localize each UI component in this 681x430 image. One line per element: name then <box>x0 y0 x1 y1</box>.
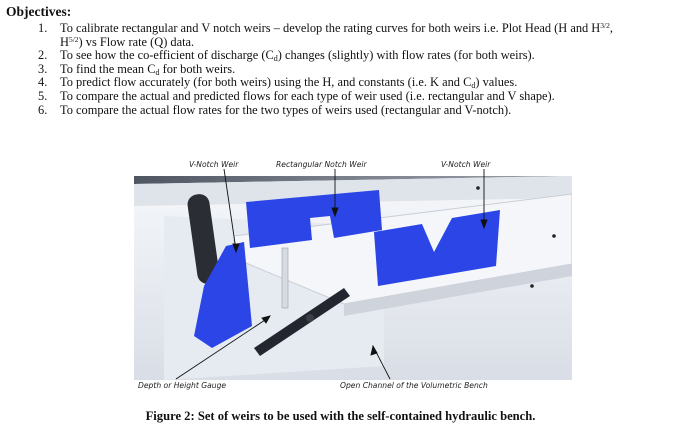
label-rectangular-weir: Rectangular Notch Weir <box>276 160 367 169</box>
objective-item-2: 2. To see how the co-efficient of discharge $(C_d)$ changes (slightly) with flow rates (for both weirs). <box>38 48 535 64</box>
objectives-list <box>30 22 670 117</box>
gauge-scale <box>282 248 288 308</box>
label-vnotch-left: V-Notch Weir <box>189 160 239 169</box>
objective-item-1: 1. To calibrate rectangular and V notch weirs – develop the rating curves for both weirs i.e. Plot Head (H and $H^{3/2}$, $H^{5/2}$) vs Flow rate (Q) data. <box>38 21 613 49</box>
objective-item-6: 6. To compare the actual flow rates for the two types of weirs used (rectangular and V-notch). <box>38 102 512 117</box>
weir-bench-photo <box>134 176 572 380</box>
objective-item-5: 5. To compare the actual and predicted flows for each type of weir used (i.e. rectangular and V shape). <box>38 88 555 103</box>
objective-item-4: 4. To predict flow accurately (for both weirs) using the H, and constants (i.e. K and $C_d$) values. <box>38 75 518 91</box>
tank-screw <box>530 284 534 288</box>
label-open-channel: Open Channel of the Volumetric Bench <box>340 381 488 390</box>
objectives-heading: Objectives: <box>6 4 72 19</box>
gauge-knob <box>306 314 314 322</box>
label-depth-gauge: Depth or Height Gauge <box>138 381 227 390</box>
rim-screw <box>476 186 480 190</box>
objective-item-3: 3. To find the mean $C_d$ for both weirs. <box>38 61 236 77</box>
shelf-screw <box>552 234 556 238</box>
label-vnotch-right: V-Notch Weir <box>441 160 491 169</box>
figure-caption: Figure 2: Set of weirs to be used with the self-contained hydraulic bench. <box>145 409 536 423</box>
